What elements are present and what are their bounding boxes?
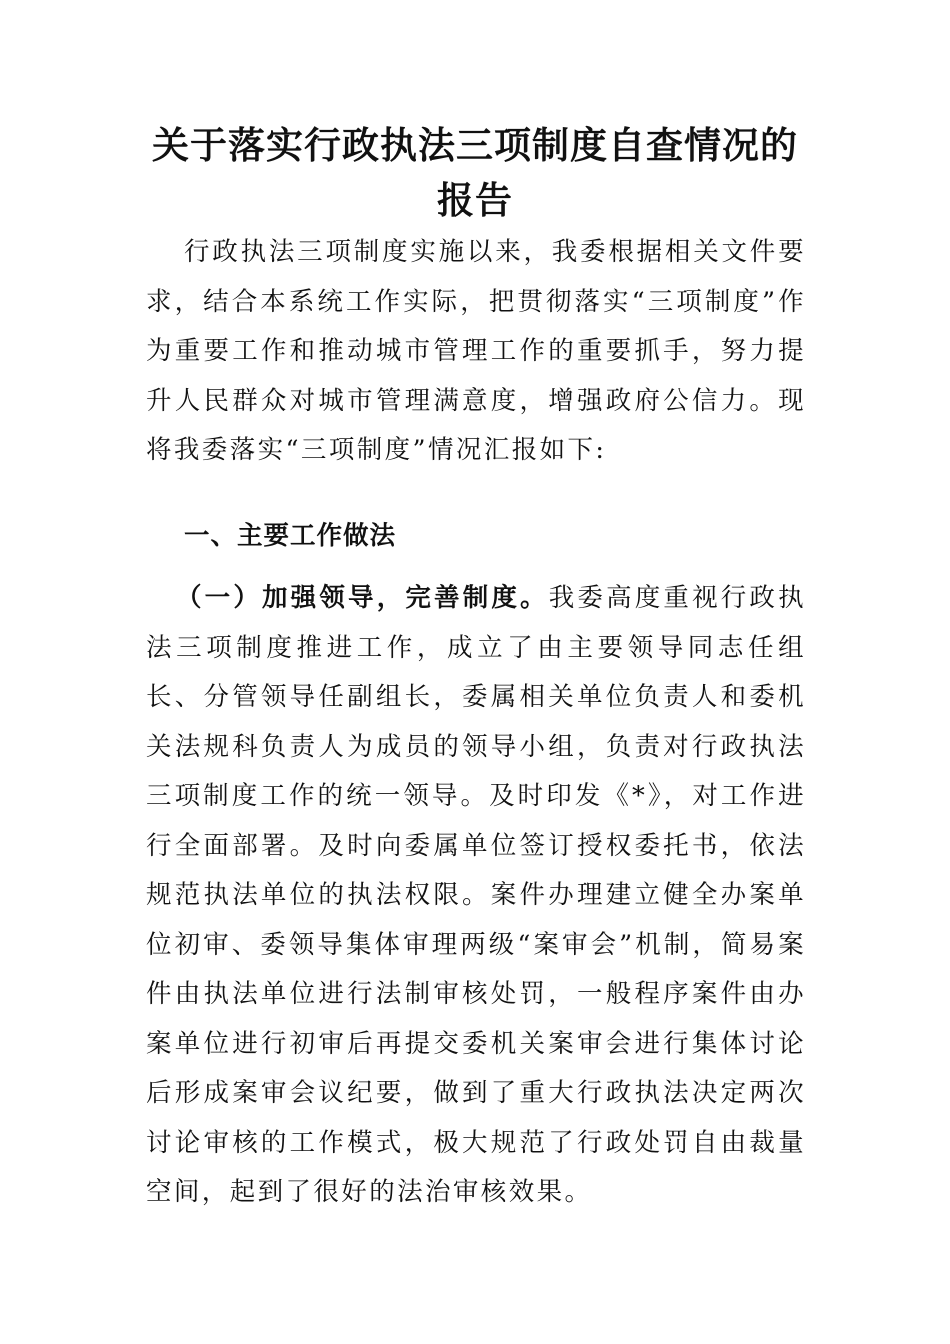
intro-paragraph: 行政执法三项制度实施以来，我委根据相关文件要求，结合本系统工作实际，把贯彻落实“三项制度”作为重要工作和推动城市管理工作的重要抓手，努力提升人民群众对城市管理满意度，增强政府公信力。现将我委落实“三项制度”情况汇报如下: — [146, 237, 806, 465]
paragraph-text: 我委高度重视行政执法三项制度推进工作，成立了由主要领导同志任组长、分管领导任副组长，委属相关单位负责人和委机关法规科负责人为成员的领导小组，负责对行政执法三项制度工作的统一领导。及时印发《*》，对工作进行全面部署。及时向委属单位签订授权委托书，依法规范执法单位的执法权限。案件办理建立健全办案单位初审、委领导集体审理两级“案审会”机制，简易案件由执法单位进行法制审核处罚，一般程序案件由办案单位进行初审后再提交委机关案审会进行集体讨论后形成案审会议纪要，做到了重大行政执法决定两次讨论审核的工作模式，极大规范了行政处罚自由裁量空间，起到了很好的法治审核效果。 — [146, 583, 807, 1207]
document-title: 关于落实行政执法三项制度自查情况的报告 — [152, 123, 798, 222]
paragraph-lead: （一）加强领导，完善制度。 — [176, 583, 549, 613]
section-heading: 一、主要工作做法 — [184, 521, 397, 551]
body-paragraph — [146, 574, 806, 1218]
